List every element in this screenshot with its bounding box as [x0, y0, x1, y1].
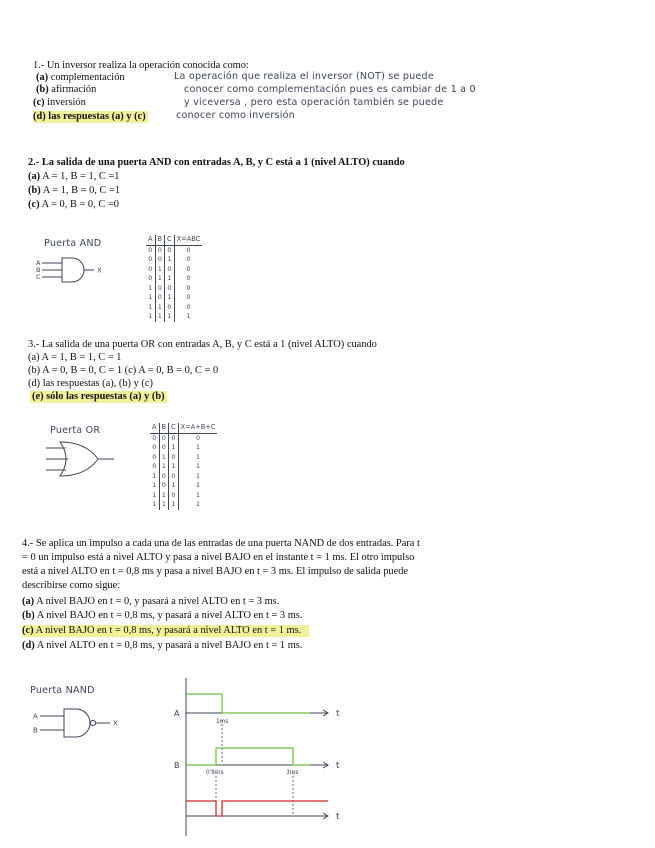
q1-option-text: complementación [48, 72, 125, 83]
and-col-b: B [155, 235, 165, 245]
and-cell: 0 [174, 274, 202, 284]
or-cell: 1 [152, 482, 157, 489]
and-cell: 0 [155, 284, 165, 294]
or-cell: 0 [169, 472, 179, 482]
or-row [150, 462, 217, 472]
or-truth-table-head [150, 423, 217, 433]
q1-note-line-4: conocer como inversión [176, 110, 295, 121]
q4-option-letter: (b) [22, 610, 35, 621]
or-cell: 1 [178, 491, 217, 501]
or-cell: 1 [159, 453, 169, 463]
or-truth-table-body [150, 433, 217, 510]
q4-option-letter: (d) [22, 640, 35, 651]
q2-option-text: A = 0, B = 0, C =0 [39, 199, 119, 210]
and-cell: 0 [174, 255, 202, 265]
q4-question-line-4: describirse como sigue: [22, 580, 121, 591]
q4-option-text: A nivel BAJO en t = 0,8 ms, y pasará a nivel ALTO en t = 3 ms. [34, 610, 303, 621]
and-cell: 0 [155, 293, 165, 303]
and-row [146, 255, 202, 265]
timing-green-signals [186, 694, 310, 765]
and-cell: 0 [165, 284, 175, 294]
q3-answer: (e) sólo las respuestas (a) y (b) [32, 391, 165, 402]
q1-option-text: afirmación [48, 84, 97, 95]
or-row [150, 433, 217, 443]
q1-note-line-3: y viceversa , pero esta operación también se puede [184, 97, 444, 108]
q3-line-1: (a) A = 1, B = 1, C = 1 [28, 352, 122, 363]
or-cell: 1 [169, 481, 179, 491]
or-cell: 0 [152, 444, 157, 451]
timing-diagram [160, 676, 360, 841]
or-cell: 0 [159, 472, 169, 482]
and-row [146, 312, 202, 322]
q1-option-c [33, 97, 86, 109]
and-cell: 1 [165, 255, 175, 265]
and-cell: 1 [155, 303, 165, 313]
and-row [146, 293, 202, 303]
or-row [150, 481, 217, 491]
or-cell: 1 [152, 501, 157, 508]
q1-option-text: inversión [44, 97, 86, 108]
and-cell: 1 [174, 312, 202, 322]
and-cell: 0 [174, 265, 202, 275]
and-cell: 1 [148, 294, 153, 301]
timing-08ms-label: 0'8ms [206, 770, 224, 776]
and-cell: 0 [148, 246, 153, 254]
or-cell: 1 [159, 491, 169, 501]
or-col-b: B [159, 423, 169, 433]
and-input-a-label: A [36, 259, 41, 267]
q1-option-b [36, 84, 96, 96]
and-cell: 1 [155, 312, 165, 322]
or-cell: 1 [178, 481, 217, 491]
q2-option-text: A = 1, B = 0, C =1 [40, 185, 121, 196]
and-cell: 1 [165, 274, 175, 284]
q2-option-letter: (c) [28, 199, 40, 210]
or-cell: 0 [159, 443, 169, 453]
nand-gate-label: Puerta NAND [30, 685, 95, 696]
or-cell: 1 [169, 500, 179, 510]
q3-line-2: (b) A = 0, B = 0, C = 1 (c) A = 0, B = 0, C = 0 [28, 365, 219, 376]
timing-axes [186, 678, 328, 836]
q1-option-letter: (c) [33, 97, 45, 108]
nand-output-label: X [113, 719, 118, 728]
and-cell: 0 [155, 255, 165, 265]
or-row [150, 491, 217, 501]
or-cell: 1 [178, 500, 217, 510]
and-cell: 1 [148, 303, 153, 311]
or-cell: 0 [152, 463, 157, 470]
q2-option-text: A = 1, B = 1, C =1 [40, 171, 120, 182]
and-cell: 0 [148, 265, 153, 273]
timing-3ms-label: 3ms [286, 770, 299, 776]
or-row [150, 443, 217, 453]
and-cell: 1 [148, 284, 153, 292]
q4-option-text: A nivel BAJO en t = 0,8 ms, y pasará a nivel ALTO en t = 1 ms. [33, 625, 302, 636]
and-cell: 1 [165, 312, 175, 322]
and-cell: 0 [165, 303, 175, 313]
q3-question: 3.- La salida de una puerta OR con entradas A, B, y C está a 1 (nivel ALTO) cuando [28, 339, 377, 350]
and-truth-table-body [146, 245, 202, 322]
q1-option-letter: (b) [36, 84, 49, 95]
q2-option-letter: (a) [28, 171, 41, 182]
and-row [146, 303, 202, 313]
or-cell: 0 [178, 433, 217, 443]
q4-option-text: A nivel ALTO en t = 0,8 ms, y pasará a nivel BAJO en t = 1 ms. [34, 640, 303, 651]
q1-option-a [36, 72, 125, 84]
q2-question: 2.- La salida de una puerta AND con entradas A, B, y C está a 1 (nivel ALTO) cuando [28, 157, 405, 168]
or-cell: 1 [178, 462, 217, 472]
and-cell: 0 [165, 245, 175, 255]
q2-option-a [28, 171, 120, 183]
or-cell: 0 [159, 481, 169, 491]
and-truth-table-head [146, 235, 202, 245]
or-cell: 1 [178, 472, 217, 482]
signal-a [186, 694, 310, 713]
timing-t-label-x: t [336, 812, 340, 822]
or-row [150, 472, 217, 482]
q2-option-b [28, 185, 120, 197]
and-cell: 0 [165, 265, 175, 275]
or-truth-table [150, 423, 217, 510]
timing-guides [216, 720, 293, 814]
and-cell: 0 [174, 245, 202, 255]
timing-t-label-a: t [336, 709, 340, 719]
and-cell: 1 [148, 313, 153, 320]
or-cell: 1 [159, 500, 169, 510]
or-cell: 0 [169, 491, 179, 501]
and-row [146, 245, 202, 255]
q4-question-line-1: 4.- Se aplica un impulso a cada una de las entradas de una puerta NAND de dos entradas. Para t [22, 538, 420, 549]
or-col-a: A [150, 423, 159, 433]
q4-question-line-3: está a nivel ALTO en t = 0,8 ms y pasa a nivel BAJO en t = 3 ms. El impulso de salida puede [22, 566, 409, 577]
q4-option-letter: (c) [22, 625, 34, 636]
and-truth-table-header-row [146, 235, 202, 245]
q4-option-c-answer [22, 625, 309, 637]
and-cell: 0 [174, 293, 202, 303]
or-cell: 1 [178, 453, 217, 463]
and-row [146, 284, 202, 294]
or-cell: 0 [169, 433, 179, 443]
q4-option-letter: (a) [22, 596, 35, 607]
or-cell: 0 [159, 433, 169, 443]
q4-option-b [22, 610, 302, 622]
or-cell: 1 [169, 462, 179, 472]
timing-label-b: B [174, 761, 180, 770]
and-cell: 0 [174, 303, 202, 313]
or-row [150, 500, 217, 510]
q1-option-text: las respuestas (a) y (c) [45, 111, 146, 122]
or-cell: 1 [178, 443, 217, 453]
q1-note-line-2: conocer como complementación pues es cambiar de 1 a 0 [184, 84, 476, 95]
and-output-label: X [97, 266, 102, 275]
or-gate-label: Puerta OR [50, 425, 101, 436]
or-cell: 0 [152, 434, 157, 442]
or-cell: 1 [152, 472, 157, 480]
timing-t-label-b: t [336, 761, 340, 771]
and-cell: 1 [155, 274, 165, 284]
and-row [146, 274, 202, 284]
and-row [146, 265, 202, 275]
q2-option-c [28, 199, 119, 211]
q1-option-letter: (d) [33, 111, 46, 122]
signal-x-output [186, 801, 328, 816]
nand-gate-diagram [30, 706, 130, 742]
signal-b [186, 748, 310, 765]
or-cell: 1 [159, 462, 169, 472]
or-col-x: X=A+B+C [178, 423, 217, 433]
or-cell: 1 [152, 491, 157, 499]
q4-option-d [22, 640, 302, 652]
q4-option-a [22, 596, 279, 608]
or-col-c: C [169, 423, 179, 433]
q1-option-letter: (a) [36, 72, 49, 83]
and-col-c: C [165, 235, 175, 245]
or-cell: 1 [169, 443, 179, 453]
or-cell: 0 [169, 453, 179, 463]
and-cell: 0 [174, 284, 202, 294]
nand-input-b-label: B [33, 726, 38, 735]
and-input-b-label: B [36, 266, 41, 274]
timing-1ms-label: 1ms [216, 719, 229, 725]
or-row [150, 453, 217, 463]
and-truth-table [146, 235, 202, 322]
or-cell: 0 [152, 453, 157, 461]
and-input-c-label: C [36, 273, 41, 281]
nand-input-a-label: A [33, 712, 38, 721]
or-truth-table-header-row [150, 423, 217, 433]
q1-option-d-answer [33, 111, 148, 123]
q2-option-letter: (b) [28, 185, 41, 196]
and-cell: 1 [155, 265, 165, 275]
and-cell: 0 [148, 275, 153, 282]
and-gate-diagram [36, 256, 116, 290]
and-cell: 0 [148, 256, 153, 263]
and-col-x: X=ABC [174, 235, 202, 245]
and-cell: 0 [155, 245, 165, 255]
and-col-a: A [146, 235, 155, 245]
timing-label-a: A [174, 709, 180, 718]
q4-question-line-2: = 0 un impulso está a nivel ALTO y pasa a nivel BAJO en el instante t = 1 ms. El otro impulso [22, 552, 415, 563]
q1-question: 1.- Un inversor realiza la operación conocida como: [33, 60, 249, 71]
and-gate-label: Puerta AND [44, 238, 102, 249]
q4-option-text: A nivel BAJO en t = 0, y pasará a nivel ALTO en t = 3 ms. [34, 596, 280, 607]
or-gate-diagram [42, 440, 132, 480]
q3-line-3: (d) las respuestas (a), (b) y (c) [28, 378, 153, 389]
and-cell: 1 [165, 293, 175, 303]
q1-note-line-1: La operación que realiza el inversor (NOT) se puede [174, 71, 434, 82]
